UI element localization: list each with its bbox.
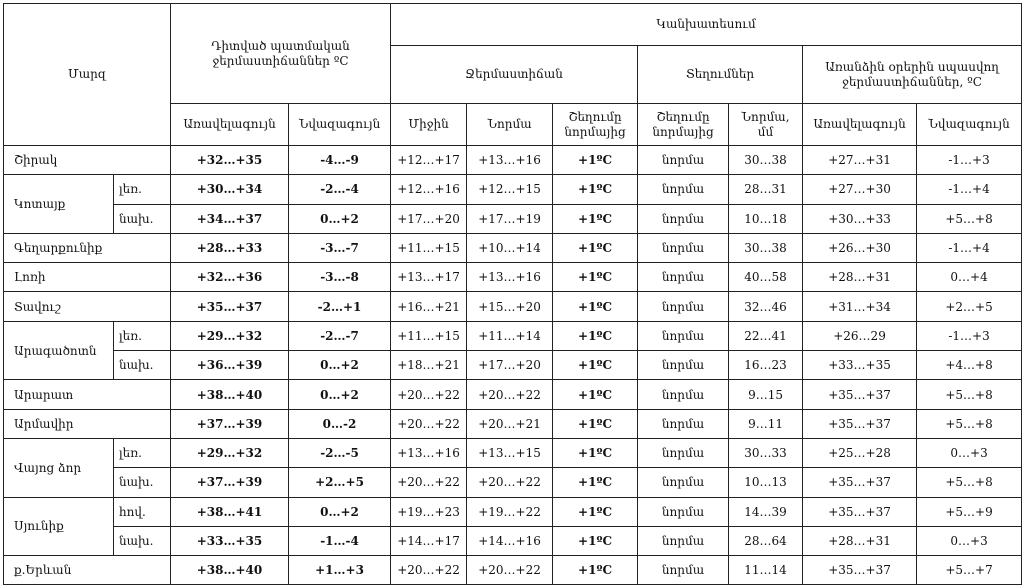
norm-mm-cell: 28…64 <box>729 526 803 555</box>
norm-mm-cell: 22…41 <box>729 321 803 350</box>
mean-cell: +16…+21 <box>391 292 467 321</box>
temp-deviation-cell: +1ºC <box>553 263 638 292</box>
norm-mm-cell: 10…18 <box>729 204 803 233</box>
exp-min-cell: -1…+4 <box>917 175 1022 204</box>
obs-max-cell: +33…+35 <box>171 526 289 555</box>
mean-cell: +17…+20 <box>391 204 467 233</box>
precip-deviation-cell: նորմա <box>638 468 729 497</box>
obs-max-cell: +32…+36 <box>171 263 289 292</box>
temp-deviation-cell: +1ºC <box>553 409 638 438</box>
precip-deviation-cell: նորմա <box>638 380 729 409</box>
precip-deviation-cell: նորմա <box>638 233 729 262</box>
norm-mm-cell: 40…58 <box>729 263 803 292</box>
temp-deviation-cell: +1ºC <box>553 468 638 497</box>
exp-max-cell: +25…+28 <box>803 438 917 467</box>
norm-mm-cell: 30…38 <box>729 146 803 175</box>
header-temp-deviation: Շեղումը նորմայից <box>553 104 638 146</box>
header-precip-deviation: Շեղումը նորմայից <box>638 104 729 146</box>
precip-deviation-cell: նորմա <box>638 292 729 321</box>
mean-cell: +20…+22 <box>391 556 467 585</box>
region-cell: Արարատ <box>4 380 171 409</box>
header-mean: Միջին <box>391 104 467 146</box>
norm-mm-cell: 30…33 <box>729 438 803 467</box>
header-expected-temps: Առանձին օրերին սպասվող ջերմաստիճաններ, ºC <box>803 46 1022 104</box>
exp-max-cell: +35…+37 <box>803 468 917 497</box>
exp-max-cell: +31…+34 <box>803 292 917 321</box>
header-temperature: Ջերմաստիճան <box>391 46 638 104</box>
mean-cell: +20…+22 <box>391 409 467 438</box>
norm-cell: +19…+22 <box>467 497 553 526</box>
mean-cell: +13…+17 <box>391 263 467 292</box>
obs-max-cell: +35…+37 <box>171 292 289 321</box>
exp-max-cell: +28…+31 <box>803 526 917 555</box>
norm-mm-cell: 30…38 <box>729 233 803 262</box>
obs-max-cell: +29…+32 <box>171 438 289 467</box>
region-cell: Կոտայք <box>4 175 114 234</box>
obs-min-cell: 0…+2 <box>289 497 391 526</box>
table-row <box>4 204 1022 233</box>
mean-cell: +12…+16 <box>391 175 467 204</box>
zone-cell: նախ. <box>114 351 171 380</box>
exp-max-cell: +35…+37 <box>803 409 917 438</box>
exp-min-cell: +2…+5 <box>917 292 1022 321</box>
norm-mm-cell: 11…14 <box>729 556 803 585</box>
table-body <box>4 146 1022 585</box>
table-header <box>4 4 1022 146</box>
table-row <box>4 438 1022 467</box>
table-row <box>4 146 1022 175</box>
norm-cell: +20…+21 <box>467 409 553 438</box>
region-cell: Շիրակ <box>4 146 171 175</box>
temp-deviation-cell: +1ºC <box>553 233 638 262</box>
exp-max-cell: +26…29 <box>803 321 917 350</box>
exp-min-cell: +5…+8 <box>917 409 1022 438</box>
exp-min-cell: 0…+3 <box>917 438 1022 467</box>
obs-max-cell: +37…+39 <box>171 409 289 438</box>
header-obs-max: Առավելագույն <box>171 104 289 146</box>
table-row <box>4 233 1022 262</box>
precip-deviation-cell: նորմա <box>638 175 729 204</box>
exp-max-cell: +30…+33 <box>803 204 917 233</box>
mean-cell: +20…+22 <box>391 380 467 409</box>
exp-min-cell: +5…+8 <box>917 468 1022 497</box>
temp-deviation-cell: +1ºC <box>553 321 638 350</box>
zone-cell: լեռ. <box>114 321 171 350</box>
region-cell: Լոռի <box>4 263 171 292</box>
norm-cell: +20…+22 <box>467 468 553 497</box>
obs-min-cell: -2…-5 <box>289 438 391 467</box>
norm-mm-cell: 9…11 <box>729 409 803 438</box>
table-row <box>4 292 1022 321</box>
precip-deviation-cell: նորմա <box>638 146 729 175</box>
exp-max-cell: +33…+35 <box>803 351 917 380</box>
mean-cell: +19…+23 <box>391 497 467 526</box>
header-precipitation: Տեղումներ <box>638 46 803 104</box>
exp-min-cell: 0…+4 <box>917 263 1022 292</box>
zone-cell: նախ. <box>114 526 171 555</box>
header-region: Մարզ <box>4 4 171 146</box>
exp-max-cell: +35…+37 <box>803 556 917 585</box>
norm-cell: +20…+22 <box>467 380 553 409</box>
obs-min-cell: 0…+2 <box>289 204 391 233</box>
obs-max-cell: +34…+37 <box>171 204 289 233</box>
temp-deviation-cell: +1ºC <box>553 292 638 321</box>
obs-min-cell: 0…-2 <box>289 409 391 438</box>
exp-min-cell: 0…+3 <box>917 526 1022 555</box>
obs-min-cell: -2…+1 <box>289 292 391 321</box>
zone-cell: նախ. <box>114 204 171 233</box>
region-cell: Տավուշ <box>4 292 171 321</box>
precip-deviation-cell: նորմա <box>638 351 729 380</box>
region-cell: Արմավիր <box>4 409 171 438</box>
zone-cell: լեռ. <box>114 438 171 467</box>
table-row <box>4 497 1022 526</box>
obs-min-cell: 0…+2 <box>289 380 391 409</box>
obs-max-cell: +28…+33 <box>171 233 289 262</box>
obs-max-cell: +36…+39 <box>171 351 289 380</box>
temp-deviation-cell: +1ºC <box>553 351 638 380</box>
header-forecast: Կանխատեսում <box>391 4 1022 46</box>
exp-min-cell: +5…+9 <box>917 497 1022 526</box>
zone-cell: նախ. <box>114 468 171 497</box>
obs-min-cell: +2…+5 <box>289 468 391 497</box>
table-row <box>4 409 1022 438</box>
norm-mm-cell: 16…23 <box>729 351 803 380</box>
norm-cell: +11…+14 <box>467 321 553 350</box>
norm-cell: +10…+14 <box>467 233 553 262</box>
norm-cell: +17…+19 <box>467 204 553 233</box>
norm-mm-cell: 28…31 <box>729 175 803 204</box>
exp-min-cell: +5…+8 <box>917 380 1022 409</box>
region-cell: Արագածոտն <box>4 321 114 380</box>
norm-cell: +15…+20 <box>467 292 553 321</box>
obs-min-cell: -2…-7 <box>289 321 391 350</box>
temp-deviation-cell: +1ºC <box>553 146 638 175</box>
exp-max-cell: +27…+31 <box>803 146 917 175</box>
norm-cell: +14…+16 <box>467 526 553 555</box>
exp-max-cell: +35…+37 <box>803 497 917 526</box>
region-cell: Վայոց ձոր <box>4 438 114 497</box>
temp-deviation-cell: +1ºC <box>553 526 638 555</box>
table-row <box>4 526 1022 555</box>
region-cell: Գեղարքունիք <box>4 233 171 262</box>
forecast-table <box>3 3 1022 585</box>
zone-cell: հով. <box>114 497 171 526</box>
norm-cell: +12…+15 <box>467 175 553 204</box>
precip-deviation-cell: նորմա <box>638 526 729 555</box>
header-observed: Դիտված պատմական ջերմաստիճաններ ºC <box>171 4 391 104</box>
header-exp-max: Առավելագույն <box>803 104 917 146</box>
norm-cell: +13…+16 <box>467 146 553 175</box>
table-row <box>4 263 1022 292</box>
obs-min-cell: 0…+2 <box>289 351 391 380</box>
exp-max-cell: +26…+30 <box>803 233 917 262</box>
norm-cell: +20…+22 <box>467 556 553 585</box>
exp-min-cell: +4…+8 <box>917 351 1022 380</box>
norm-mm-cell: 10…13 <box>729 468 803 497</box>
exp-min-cell: -1…+3 <box>917 321 1022 350</box>
table-row <box>4 351 1022 380</box>
exp-max-cell: +35…+37 <box>803 380 917 409</box>
obs-min-cell: -3…-7 <box>289 233 391 262</box>
norm-cell: +13…+16 <box>467 263 553 292</box>
zone-cell: լեռ. <box>114 175 171 204</box>
precip-deviation-cell: նորմա <box>638 263 729 292</box>
temp-deviation-cell: +1ºC <box>553 438 638 467</box>
mean-cell: +13…+16 <box>391 438 467 467</box>
obs-min-cell: -3…-8 <box>289 263 391 292</box>
exp-max-cell: +27…+30 <box>803 175 917 204</box>
precip-deviation-cell: նորմա <box>638 321 729 350</box>
exp-min-cell: -1…+3 <box>917 146 1022 175</box>
precip-deviation-cell: նորմա <box>638 204 729 233</box>
exp-min-cell: -1…+4 <box>917 233 1022 262</box>
obs-min-cell: -4…-9 <box>289 146 391 175</box>
precip-deviation-cell: նորմա <box>638 556 729 585</box>
precip-deviation-cell: նորմա <box>638 497 729 526</box>
obs-max-cell: +32…+35 <box>171 146 289 175</box>
norm-cell: +13…+15 <box>467 438 553 467</box>
mean-cell: +18…+21 <box>391 351 467 380</box>
norm-mm-cell: 32…46 <box>729 292 803 321</box>
header-obs-min: Նվազագույն <box>289 104 391 146</box>
obs-min-cell: +1…+3 <box>289 556 391 585</box>
table-row <box>4 380 1022 409</box>
header-norm-mm: Նորմա, մմ <box>729 104 803 146</box>
obs-max-cell: +38…+41 <box>171 497 289 526</box>
header-norm: Նորմա <box>467 104 553 146</box>
table-row <box>4 468 1022 497</box>
exp-min-cell: +5…+7 <box>917 556 1022 585</box>
temp-deviation-cell: +1ºC <box>553 497 638 526</box>
mean-cell: +20…+22 <box>391 468 467 497</box>
obs-max-cell: +38…+40 <box>171 380 289 409</box>
region-cell: ք.Երևան <box>4 556 171 585</box>
mean-cell: +11…+15 <box>391 233 467 262</box>
temp-deviation-cell: +1ºC <box>553 175 638 204</box>
obs-max-cell: +29…+32 <box>171 321 289 350</box>
obs-max-cell: +30…+34 <box>171 175 289 204</box>
norm-cell: +17…+20 <box>467 351 553 380</box>
temp-deviation-cell: +1ºC <box>553 556 638 585</box>
obs-max-cell: +38…+40 <box>171 556 289 585</box>
obs-min-cell: -2…-4 <box>289 175 391 204</box>
temp-deviation-cell: +1ºC <box>553 380 638 409</box>
mean-cell: +12…+17 <box>391 146 467 175</box>
precip-deviation-cell: նորմա <box>638 409 729 438</box>
mean-cell: +11…+15 <box>391 321 467 350</box>
norm-mm-cell: 9…15 <box>729 380 803 409</box>
obs-max-cell: +37…+39 <box>171 468 289 497</box>
temp-deviation-cell: +1ºC <box>553 204 638 233</box>
table-row <box>4 175 1022 204</box>
exp-min-cell: +5…+8 <box>917 204 1022 233</box>
region-cell: Սյունիք <box>4 497 114 556</box>
obs-min-cell: -1…-4 <box>289 526 391 555</box>
header-exp-min: Նվազագույն <box>917 104 1022 146</box>
norm-mm-cell: 14…39 <box>729 497 803 526</box>
exp-max-cell: +28…+31 <box>803 263 917 292</box>
table-row <box>4 321 1022 350</box>
precip-deviation-cell: նորմա <box>638 438 729 467</box>
mean-cell: +14…+17 <box>391 526 467 555</box>
